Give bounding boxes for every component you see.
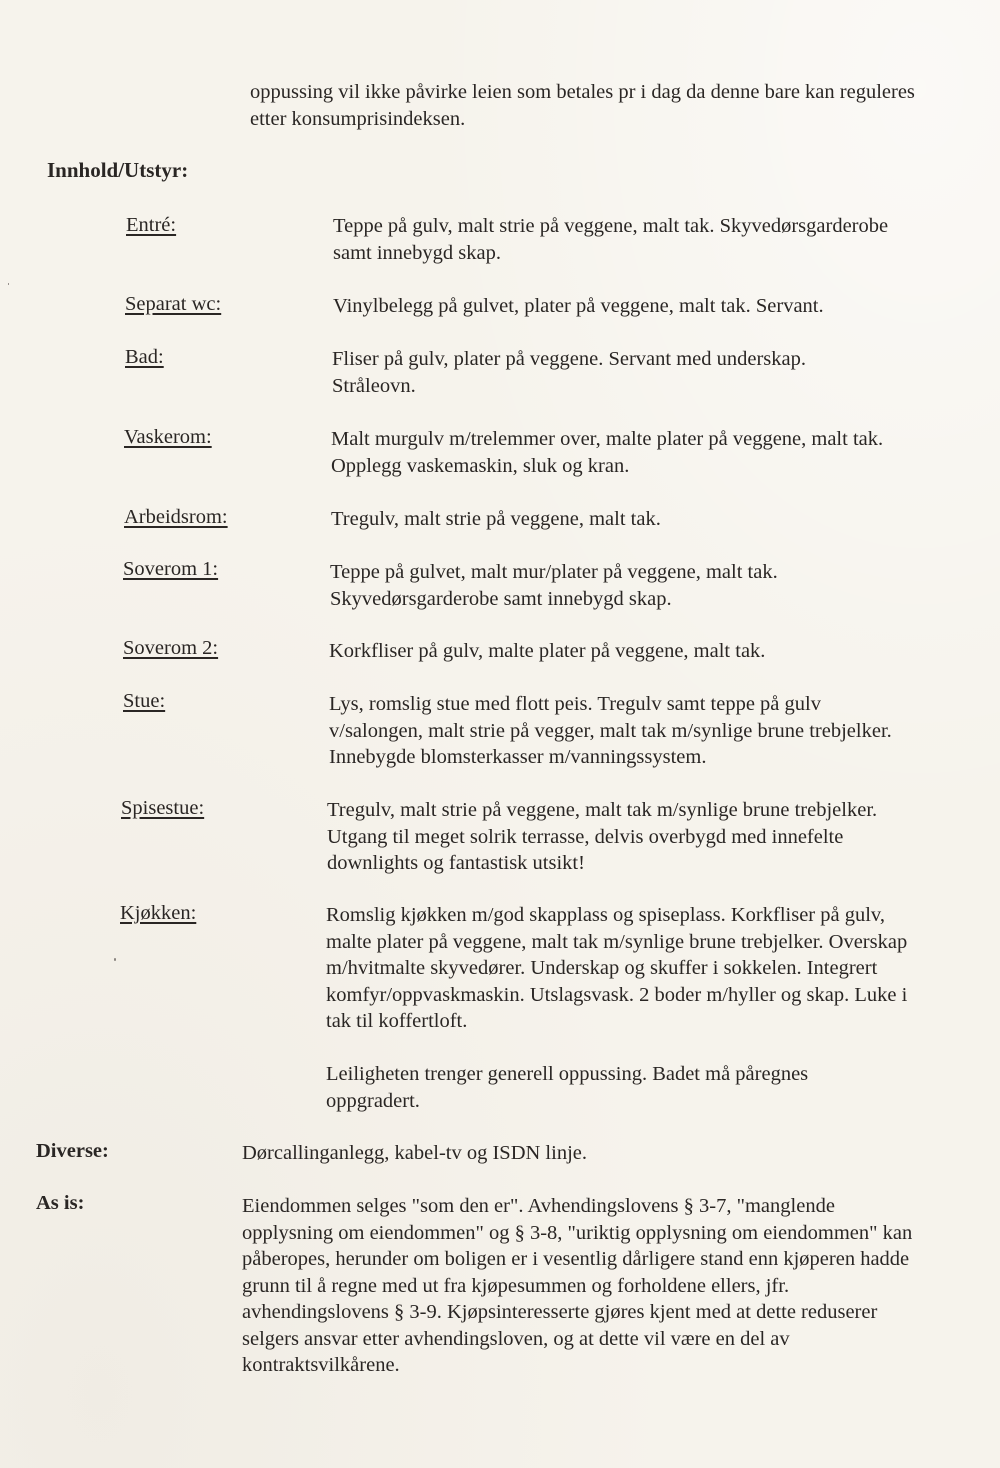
as-is-label: As is: — [36, 1192, 85, 1214]
room-label-soverom-1: Soverom 1: — [123, 558, 219, 580]
contents-heading: Innhold/Utstyr: — [47, 158, 189, 182]
renovation-note: Leiligheten trenger generell oppussing. Badet må påregnes oppgradert. — [326, 1063, 809, 1112]
room-desc-separat-wc: Vinylbelegg på gulvet, plater på veggene, malt tak. Servant. — [333, 295, 824, 317]
room-label-spisestue: Spisestue: — [121, 797, 205, 819]
room-label-kjokken: Kjøkken: — [120, 902, 197, 924]
room-desc-soverom-2: Korkfliser på gulv, malte plater på veggene, malt tak. — [329, 640, 766, 662]
room-desc-kjokken: Romslig kjøkken m/god skapplass og spiseplass. Korkfliser på gulv, malte plater på veggene, malt tak m/synlige brune trebjelker. Overskap m/hvitmalte skyvedører. Underskap og skuffer i sokkelen. Integrert komfyr/oppvaskmaskin. Utslagsvask. 2 boder m/hyller og skap. Luke i tak til koffertloft. — [326, 904, 908, 1032]
room-desc-vaskerom: Malt murgulv m/trelemmer over, malte plater på veggene, malt tak. Opplegg vaskemaskin, sluk og kran. — [331, 428, 884, 477]
room-label-vaskerom: Vaskerom: — [124, 426, 212, 448]
room-desc-stue: Lys, romslig stue med flott peis. Tregulv samt teppe på gulv v/salongen, malt strie på vegger, malt tak m/synlige brune trebjelker. Innebygde blomsterkasser m/vanningssystem. — [329, 693, 892, 768]
room-label-stue: Stue: — [123, 690, 166, 712]
room-desc-arbeidsrom: Tregulv, malt strie på veggene, malt tak. — [331, 508, 661, 530]
room-label-entre: Entré: — [126, 214, 177, 236]
scan-speck — [8, 283, 9, 285]
scan-speck — [114, 958, 116, 961]
room-label-separat-wc: Separat wc: — [125, 293, 222, 315]
diverse-text: Dørcallinganlegg, kabel-tv og ISDN linje. — [242, 1142, 587, 1164]
room-desc-bad: Fliser på gulv, plater på veggene. Servant med underskap. Stråleovn. — [332, 348, 807, 397]
room-label-bad: Bad: — [125, 346, 164, 368]
room-desc-entre: Teppe på gulv, malt strie på veggene, malt tak. Skyvedørsgarderobe samt innebygd skap. — [333, 215, 889, 264]
as-is-text: Eiendommen selges "som den er". Avhendingslovens § 3-7, "manglende opplysning om eiendommen" og § 3-8, "uriktig opplysning om eiendommen" kan påberopes, herunder om boligen er i vesentlig dårligere stand enn kjøperen hadde grunn til å regne med ut fra kjøpesummen og forholdene ellers, jfr. avhendingslovens § 3-9. Kjøpsinteresserte gjøres kjent med at dette reduserer selgers ansvar etter avhendingsloven, og at dette vil være en del av kontraktsvilkårene. — [242, 1195, 913, 1376]
room-label-arbeidsrom: Arbeidsrom: — [124, 506, 228, 528]
room-label-soverom-2: Soverom 2: — [123, 637, 219, 659]
room-desc-spisestue: Tregulv, malt strie på veggene, malt tak m/synlige brune trebjelker. Utgang til meget solrik terrasse, delvis overbygd med innefelte downlights og fantastisk utsikt! — [327, 799, 878, 874]
diverse-label: Diverse: — [36, 1140, 109, 1162]
room-desc-soverom-1: Teppe på gulvet, malt mur/plater på veggene, malt tak. Skyvedørsgarderobe samt innebygd skap. — [330, 561, 778, 610]
intro-paragraph: oppussing vil ikke påvirke leien som betales pr i dag da denne bare kan reguleres etter konsumprisindeksen. — [250, 81, 915, 130]
